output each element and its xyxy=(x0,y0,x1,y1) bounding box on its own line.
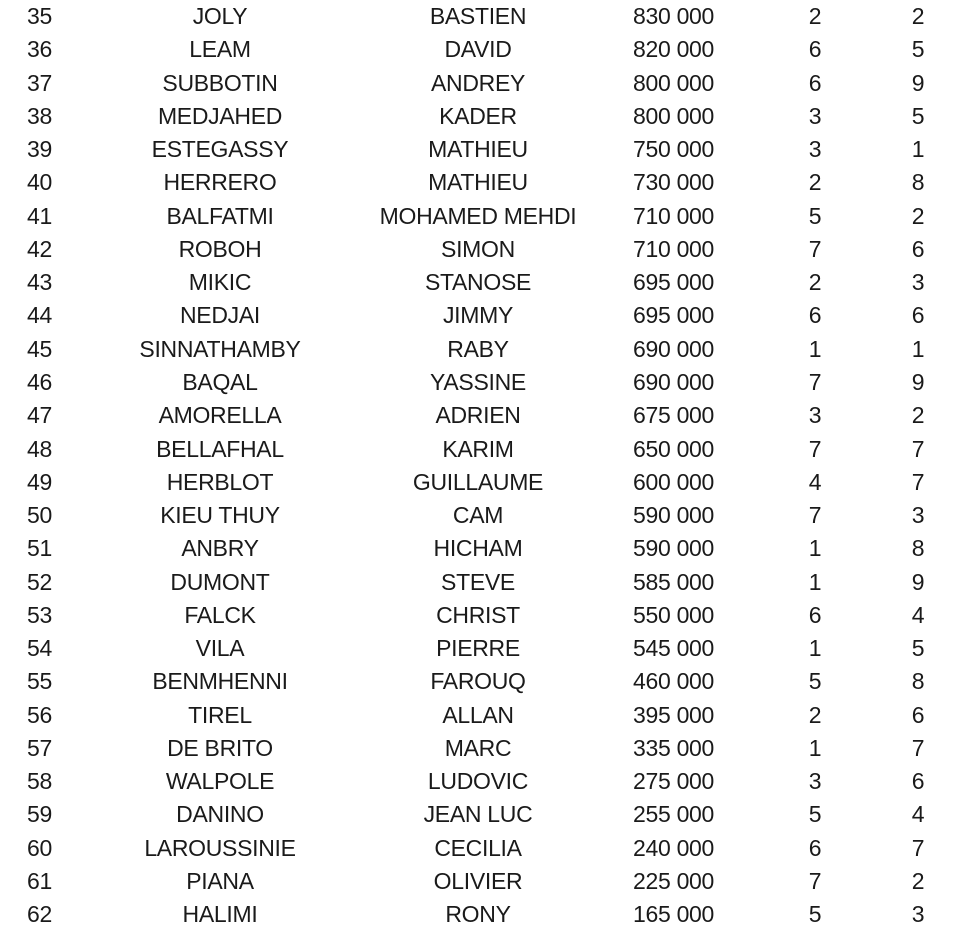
value-a-cell: 2 xyxy=(808,3,822,29)
value-b-cell: 2 xyxy=(911,202,925,229)
value-a-cell: 5 xyxy=(808,202,822,229)
value-b-cell: 4 xyxy=(911,601,925,628)
amount-cell: 695 000 xyxy=(633,302,715,329)
value-a-cell: 1 xyxy=(808,635,822,662)
last-name-cell: SINNATHAMBY xyxy=(139,335,301,362)
value-a-cell: 2 xyxy=(808,169,822,196)
amount-cell: 750 000 xyxy=(633,136,715,163)
rank-cell: 40 xyxy=(27,169,52,196)
table-row xyxy=(0,0,980,33)
first-name-cell: JIMMY xyxy=(442,302,514,329)
value-a-cell: 2 xyxy=(808,701,822,728)
rank-cell: 45 xyxy=(27,335,52,362)
amount-cell: 335 000 xyxy=(633,734,715,761)
value-a-cell: 6 xyxy=(808,601,822,628)
value-b-cell: 3 xyxy=(911,502,925,529)
last-name-cell: ANBRY xyxy=(181,535,259,562)
table-row xyxy=(0,898,980,931)
table-row xyxy=(0,200,980,233)
first-name-cell: BASTIEN xyxy=(429,3,527,29)
rank-cell: 39 xyxy=(27,136,52,163)
table-row xyxy=(0,665,980,698)
last-name-cell: MIKIC xyxy=(188,269,252,296)
first-name-cell: PIERRE xyxy=(436,635,520,662)
rank-cell: 44 xyxy=(27,302,52,329)
value-a-cell: 4 xyxy=(808,468,822,495)
amount-cell: 675 000 xyxy=(633,402,715,429)
amount-cell: 690 000 xyxy=(633,368,715,395)
first-name-cell: CECILIA xyxy=(434,834,522,861)
value-b-cell: 6 xyxy=(911,235,925,262)
rank-cell: 49 xyxy=(27,468,52,495)
rank-cell: 46 xyxy=(27,368,52,395)
rank-cell: 51 xyxy=(27,535,52,562)
last-name-cell: HERRERO xyxy=(163,169,277,196)
rank-cell: 42 xyxy=(27,235,52,262)
last-name-cell: JOLY xyxy=(192,3,248,29)
first-name-cell: MARC xyxy=(444,734,512,761)
first-name-cell: MATHIEU xyxy=(428,169,528,196)
value-a-cell: 1 xyxy=(808,734,822,761)
amount-cell: 240 000 xyxy=(633,834,715,861)
table-row xyxy=(0,632,980,665)
first-name-cell: ANDREY xyxy=(430,69,526,96)
rank-cell: 54 xyxy=(27,635,52,662)
rank-cell: 48 xyxy=(27,435,52,462)
rank-cell: 57 xyxy=(27,734,52,761)
table-row xyxy=(0,865,980,898)
value-a-cell: 5 xyxy=(808,801,822,828)
table-row xyxy=(0,399,980,432)
value-a-cell: 5 xyxy=(808,901,822,928)
first-name-cell: MOHAMED MEHDI xyxy=(379,202,577,229)
last-name-cell: VILA xyxy=(195,635,245,662)
last-name-cell: FALCK xyxy=(184,601,256,628)
value-b-cell: 9 xyxy=(911,69,925,96)
amount-cell: 820 000 xyxy=(633,36,715,63)
last-name-cell: LEAM xyxy=(189,36,251,63)
last-name-cell: DANINO xyxy=(176,801,264,828)
amount-cell: 590 000 xyxy=(633,502,715,529)
last-name-cell: BENMHENNI xyxy=(152,668,288,695)
rank-cell: 38 xyxy=(27,102,52,129)
value-a-cell: 7 xyxy=(808,435,822,462)
amount-cell: 600 000 xyxy=(633,468,715,495)
amount-cell: 710 000 xyxy=(633,202,715,229)
amount-cell: 225 000 xyxy=(633,868,715,895)
first-name-cell: RONY xyxy=(445,901,511,928)
last-name-cell: DUMONT xyxy=(170,568,270,595)
last-name-cell: LAROUSSINIE xyxy=(144,834,296,861)
table-row xyxy=(0,599,980,632)
value-b-cell: 9 xyxy=(911,368,925,395)
value-b-cell: 9 xyxy=(911,568,925,595)
last-name-cell: BAQAL xyxy=(182,368,258,395)
table-row xyxy=(0,499,980,532)
first-name-cell: YASSINE xyxy=(430,368,526,395)
rank-cell: 35 xyxy=(27,3,52,29)
table-row xyxy=(0,166,980,199)
amount-cell: 395 000 xyxy=(633,701,715,728)
first-name-cell: DAVID xyxy=(444,36,512,63)
last-name-cell: KIEU THUY xyxy=(160,502,280,529)
table-row xyxy=(0,333,980,366)
value-a-cell: 1 xyxy=(808,535,822,562)
amount-cell: 695 000 xyxy=(633,269,715,296)
table-row xyxy=(0,765,980,798)
value-b-cell: 7 xyxy=(911,468,925,495)
first-name-cell: KARIM xyxy=(442,435,514,462)
value-b-cell: 2 xyxy=(911,868,925,895)
last-name-cell: BELLAFHAL xyxy=(156,435,284,462)
rank-cell: 61 xyxy=(27,868,52,895)
value-b-cell: 2 xyxy=(911,3,925,29)
last-name-cell: TIREL xyxy=(188,701,252,728)
value-b-cell: 5 xyxy=(911,635,925,662)
first-name-cell: CAM xyxy=(452,502,504,529)
value-a-cell: 5 xyxy=(808,668,822,695)
value-a-cell: 7 xyxy=(808,235,822,262)
amount-cell: 545 000 xyxy=(633,635,715,662)
value-b-cell: 1 xyxy=(911,136,925,163)
rank-cell: 59 xyxy=(27,801,52,828)
amount-cell: 710 000 xyxy=(633,235,715,262)
first-name-cell: SIMON xyxy=(441,235,515,262)
value-a-cell: 6 xyxy=(808,69,822,96)
last-name-cell: ROBOH xyxy=(178,235,262,262)
amount-cell: 690 000 xyxy=(633,335,715,362)
last-name-cell: NEDJAI xyxy=(180,302,260,329)
amount-cell: 800 000 xyxy=(633,102,715,129)
rank-cell: 47 xyxy=(27,402,52,429)
first-name-cell: KADER xyxy=(439,102,517,129)
first-name-cell: RABY xyxy=(447,335,509,362)
first-name-cell: FAROUQ xyxy=(430,668,526,695)
value-a-cell: 6 xyxy=(808,302,822,329)
value-a-cell: 3 xyxy=(808,102,822,129)
value-b-cell: 1 xyxy=(911,335,925,362)
table-row xyxy=(0,699,980,732)
value-b-cell: 8 xyxy=(911,535,925,562)
amount-cell: 255 000 xyxy=(633,801,715,828)
amount-cell: 585 000 xyxy=(633,568,715,595)
amount-cell: 460 000 xyxy=(633,668,715,695)
last-name-cell: AMORELLA xyxy=(158,402,282,429)
first-name-cell: ADRIEN xyxy=(435,402,521,429)
rank-cell: 62 xyxy=(27,901,52,928)
rank-cell: 37 xyxy=(27,69,52,96)
rank-cell: 58 xyxy=(27,768,52,795)
value-b-cell: 7 xyxy=(911,734,925,761)
last-name-cell: BALFATMI xyxy=(166,202,274,229)
value-a-cell: 3 xyxy=(808,768,822,795)
last-name-cell: DE BRITO xyxy=(167,734,273,761)
first-name-cell: JEAN LUC xyxy=(423,801,533,828)
amount-cell: 650 000 xyxy=(633,435,715,462)
table-row xyxy=(0,466,980,499)
rank-cell: 53 xyxy=(27,601,52,628)
first-name-cell: ALLAN xyxy=(442,701,514,728)
table-row xyxy=(0,33,980,66)
table-row xyxy=(0,266,980,299)
rank-cell: 50 xyxy=(27,502,52,529)
rank-cell: 55 xyxy=(27,668,52,695)
first-name-cell: HICHAM xyxy=(433,535,523,562)
value-b-cell: 8 xyxy=(911,169,925,196)
value-a-cell: 6 xyxy=(808,36,822,63)
value-a-cell: 3 xyxy=(808,402,822,429)
value-b-cell: 7 xyxy=(911,435,925,462)
table-row xyxy=(0,532,980,565)
value-b-cell: 6 xyxy=(911,768,925,795)
table-row xyxy=(0,233,980,266)
amount-cell: 165 000 xyxy=(633,901,715,928)
table-row xyxy=(0,798,980,831)
table-row xyxy=(0,366,980,399)
table-row xyxy=(0,67,980,100)
table-row xyxy=(0,732,980,765)
value-b-cell: 8 xyxy=(911,668,925,695)
value-b-cell: 5 xyxy=(911,102,925,129)
last-name-cell: PIANA xyxy=(186,868,254,895)
last-name-cell: HALIMI xyxy=(182,901,258,928)
first-name-cell: OLIVIER xyxy=(433,868,523,895)
last-name-cell: WALPOLE xyxy=(165,768,275,795)
amount-cell: 550 000 xyxy=(633,601,715,628)
value-a-cell: 1 xyxy=(808,335,822,362)
value-a-cell: 3 xyxy=(808,136,822,163)
value-b-cell: 3 xyxy=(911,269,925,296)
first-name-cell: STANOSE xyxy=(424,269,532,296)
rank-cell: 43 xyxy=(27,269,52,296)
rank-cell: 60 xyxy=(27,834,52,861)
amount-cell: 275 000 xyxy=(633,768,715,795)
amount-cell: 830 000 xyxy=(633,3,715,29)
value-a-cell: 2 xyxy=(808,269,822,296)
rank-cell: 52 xyxy=(27,568,52,595)
table-row xyxy=(0,299,980,332)
amount-cell: 800 000 xyxy=(633,69,715,96)
first-name-cell: CHRIST xyxy=(436,601,520,628)
value-a-cell: 7 xyxy=(808,868,822,895)
last-name-cell: HERBLOT xyxy=(166,468,274,495)
value-b-cell: 6 xyxy=(911,302,925,329)
value-a-cell: 6 xyxy=(808,834,822,861)
last-name-cell: SUBBOTIN xyxy=(162,69,278,96)
first-name-cell: MATHIEU xyxy=(428,136,528,163)
table-row xyxy=(0,832,980,865)
last-name-cell: ESTEGASSY xyxy=(151,136,289,163)
value-b-cell: 2 xyxy=(911,402,925,429)
value-a-cell: 7 xyxy=(808,502,822,529)
value-a-cell: 7 xyxy=(808,368,822,395)
rank-cell: 41 xyxy=(27,202,52,229)
rank-cell: 56 xyxy=(27,701,52,728)
amount-cell: 730 000 xyxy=(633,169,715,196)
value-b-cell: 7 xyxy=(911,834,925,861)
first-name-cell: GUILLAUME xyxy=(412,468,544,495)
value-b-cell: 4 xyxy=(911,801,925,828)
value-a-cell: 1 xyxy=(808,568,822,595)
value-b-cell: 6 xyxy=(911,701,925,728)
value-b-cell: 3 xyxy=(911,901,925,928)
table-row xyxy=(0,433,980,466)
last-name-cell: MEDJAHED xyxy=(157,102,283,129)
rank-cell: 36 xyxy=(27,36,52,63)
value-b-cell: 5 xyxy=(911,36,925,63)
amount-cell: 590 000 xyxy=(633,535,715,562)
table-row xyxy=(0,100,980,133)
first-name-cell: STEVE xyxy=(441,568,515,595)
first-name-cell: LUDOVIC xyxy=(427,768,529,795)
table-row xyxy=(0,566,980,599)
table-row xyxy=(0,133,980,166)
